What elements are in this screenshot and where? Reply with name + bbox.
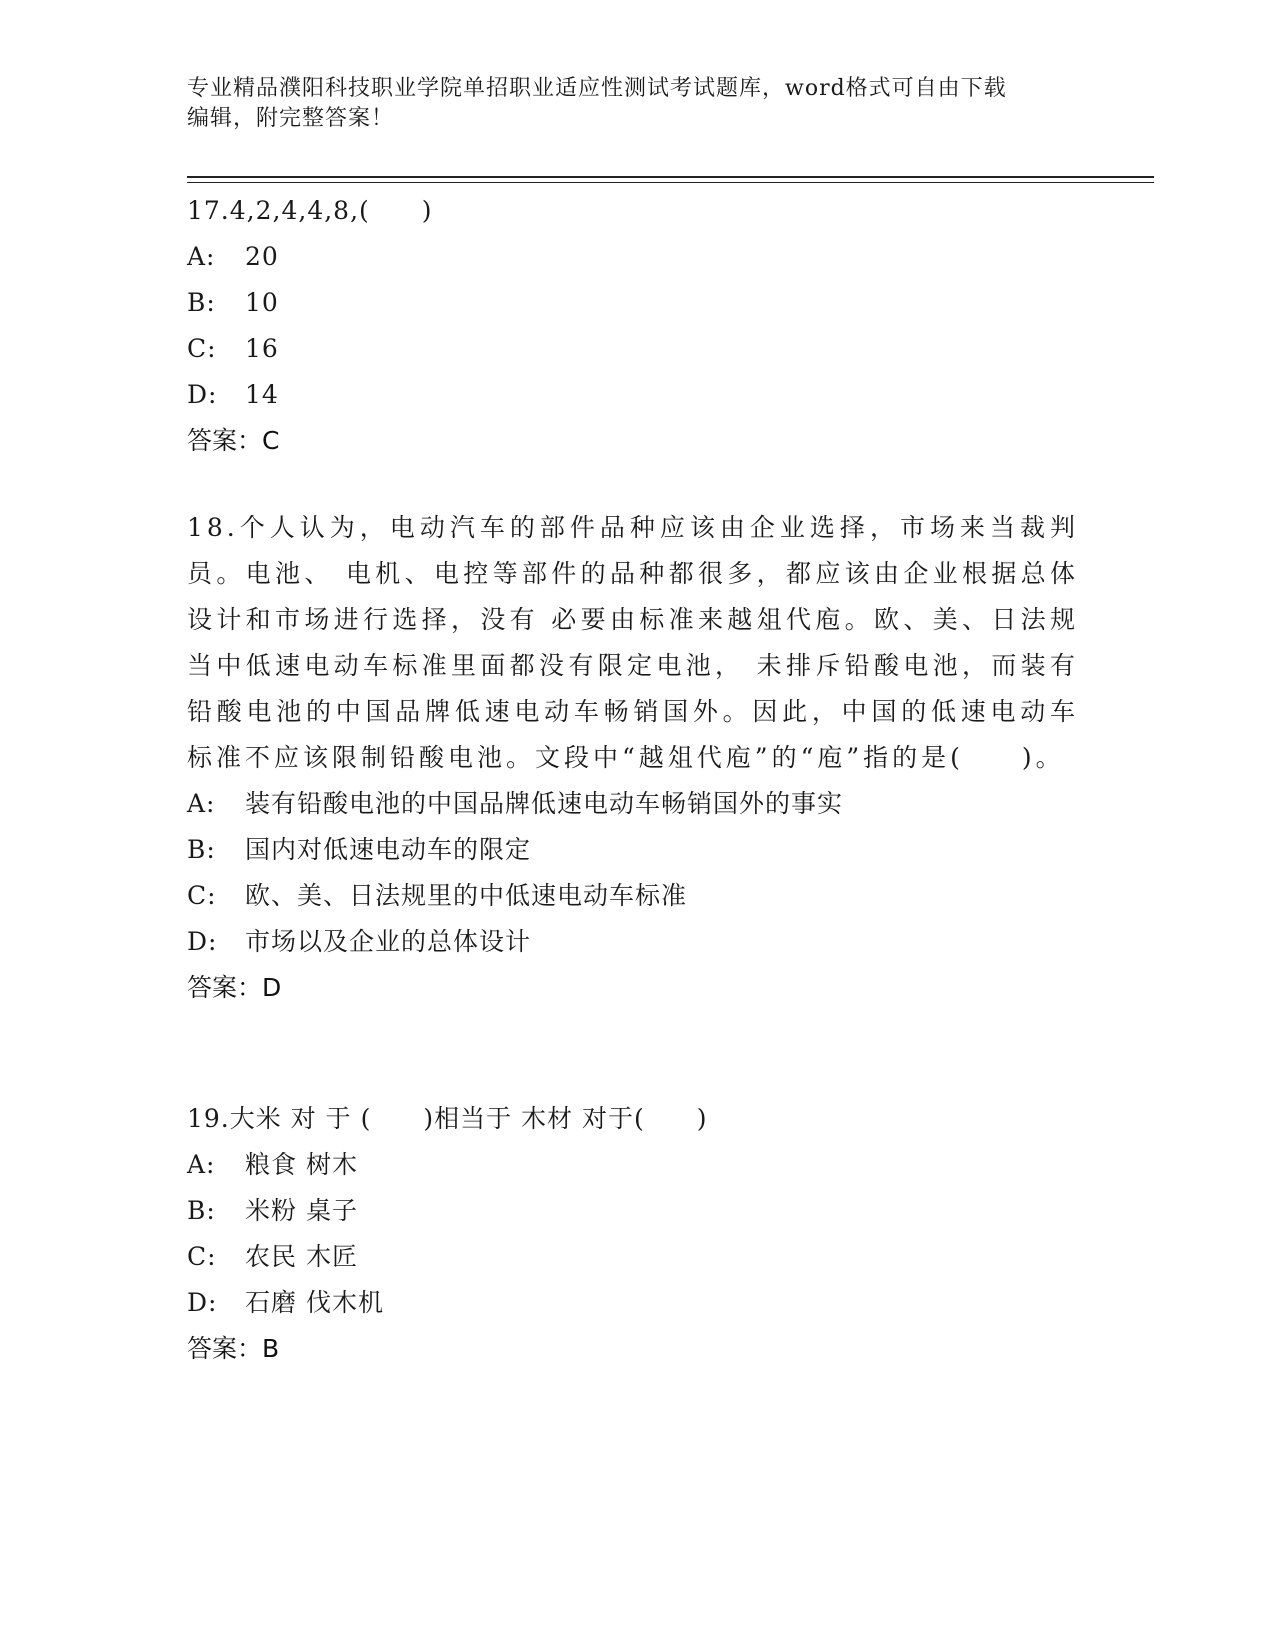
option-text: 装有铅酸电池的中国品牌低速电动车畅销国外的事实 — [245, 789, 844, 818]
option-a — [187, 234, 1087, 280]
option-text: 16 — [245, 334, 279, 363]
option-letter: A: — [187, 1150, 216, 1179]
option-letter: D: — [187, 927, 218, 956]
option-text: 20 — [245, 242, 279, 271]
header-line-1: 专业精品濮阳科技职业学院单招职业适应性测试考试题库，word格式可自由下载 — [187, 76, 1007, 101]
answer-label: 答案：C — [187, 426, 280, 455]
option-text: 国内对低速电动车的限定 — [245, 835, 532, 864]
option-c — [187, 1234, 1087, 1280]
question-19 — [187, 1096, 1087, 1372]
header-divider-thin — [187, 182, 1154, 183]
option-text: 14 — [245, 380, 279, 409]
option-b — [187, 1188, 1087, 1234]
option-c — [187, 326, 1087, 372]
option-letter: D: — [187, 380, 218, 409]
document-header — [187, 74, 1077, 134]
option-text: 欧、美、日法规里的中低速电动车标准 — [245, 881, 688, 910]
answer-label: 答案：D — [187, 973, 282, 1002]
question-18 — [187, 505, 1087, 1011]
option-d — [187, 372, 1087, 418]
option-text: 石磨 伐木机 — [245, 1288, 384, 1317]
option-d — [187, 919, 1087, 965]
option-text: 农民 木匠 — [245, 1242, 358, 1271]
option-letter: B: — [187, 1196, 216, 1225]
question-17 — [187, 188, 1087, 464]
question-stem: 19.大米 对 于 ( )相当于 木材 对于( ) — [187, 1104, 708, 1133]
option-text: 市场以及企业的总体设计 — [245, 927, 532, 956]
header-divider-thick — [187, 176, 1154, 178]
answer-label: 答案：B — [187, 1334, 280, 1363]
option-letter: C: — [187, 881, 217, 910]
option-text: 10 — [245, 288, 279, 317]
option-letter: B: — [187, 835, 216, 864]
option-text: 米粉 桌子 — [245, 1196, 358, 1225]
option-b — [187, 280, 1087, 326]
option-c — [187, 873, 1087, 919]
option-letter: A: — [187, 789, 216, 818]
question-stem: 17.4,2,4,4,8,( ) — [187, 196, 433, 225]
option-a — [187, 781, 1087, 827]
header-line-2: 编辑，附完整答案！ — [187, 106, 395, 131]
option-letter: C: — [187, 1242, 217, 1271]
option-b — [187, 827, 1087, 873]
option-letter: B: — [187, 288, 216, 317]
option-d — [187, 1280, 1087, 1326]
option-letter: A: — [187, 242, 216, 271]
option-letter: C: — [187, 334, 217, 363]
option-a — [187, 1142, 1087, 1188]
question-stem: 18.个人认为，电动汽车的部件品种应该由企业选择，市场来当裁判员。电池、 电机、电控等部件的品种都很多，都应该由企业根据总体设计和市场进行选择，没有 必要由标准来越俎代庖。欧、美、日法规当中低速电动车标准里面都没有限定电池， 未排斥铅酸电池，而装有铅酸电池的中国品牌低速电动车畅销国外。因此，中国的低速电动车标准不应该限制铅酸电池。文段中“越俎代庖”的“庖”指的是( )。 — [187, 513, 1079, 772]
option-letter: D: — [187, 1288, 218, 1317]
option-text: 粮食 树木 — [245, 1150, 358, 1179]
